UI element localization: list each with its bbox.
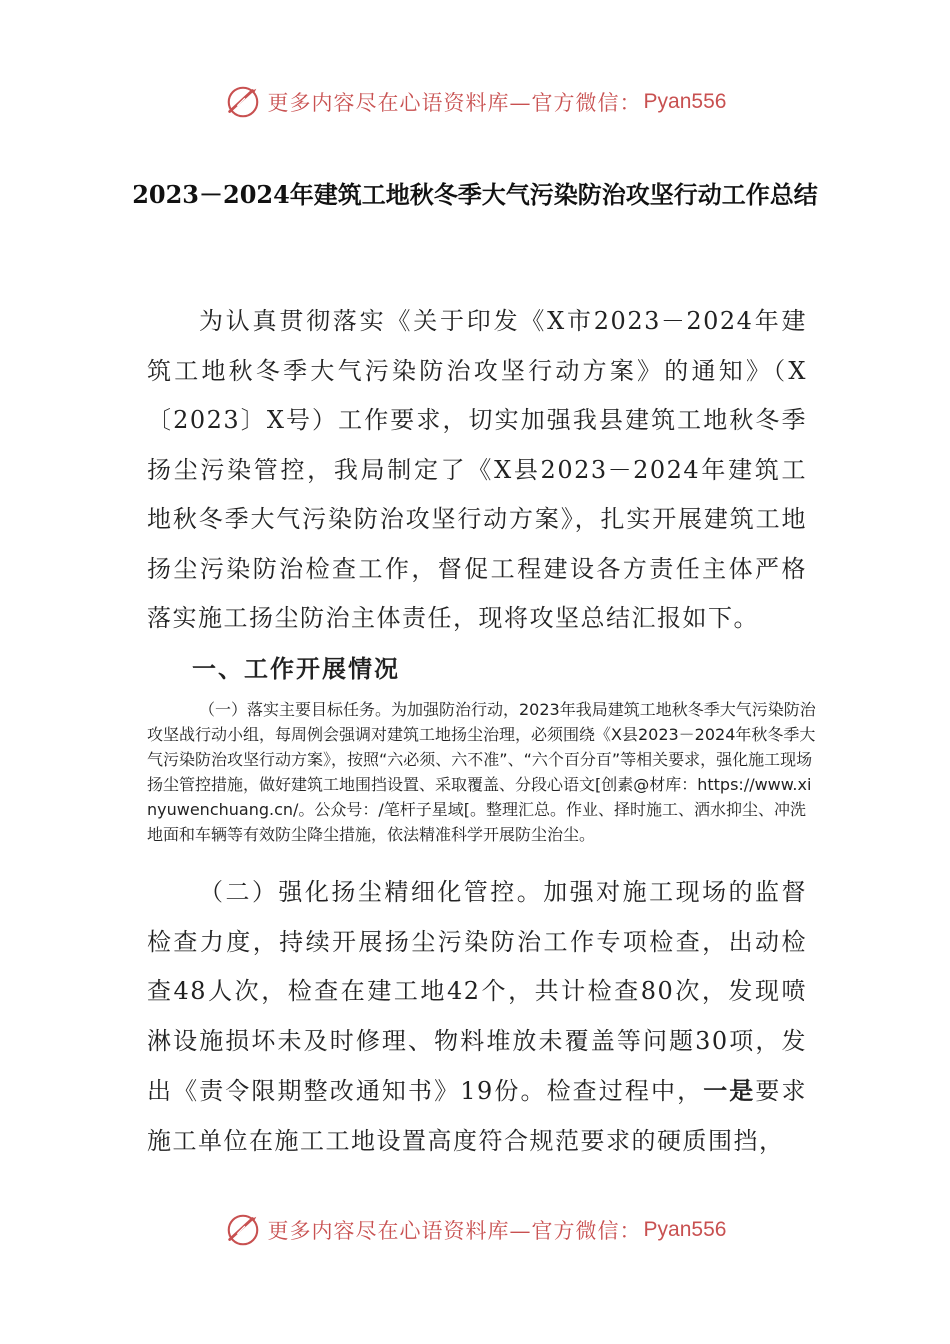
bottom-watermark-banner — [0, 1210, 950, 1250]
intro-paragraph: 为认真贯彻落实《关于印发《X市2023－2024年建筑工地秋冬季大气污染防治攻坚行动方案》的通知》（X〔2023〕X号）工作要求，切实加强我县建筑工地秋冬季扬尘污染管控，我局制定了《X县2023－2024年建筑工地秋冬季大气污染防治攻坚行动方案》，扎实开展建筑工地扬尘污染防治检查工作，督促工程建设各方责任主体严格落实施工扬尘防治主体责任，现将攻坚总结汇报如下。 — [147, 307, 807, 632]
control-paragraph — [147, 868, 807, 1166]
banner-text: 更多内容尽在心语资料库—官方微信： — [267, 1219, 642, 1243]
control-paragraph-text: （二）强化扬尘精细化管控。加强对施工现场的监督检查力度，持续开展扬尘污染防治工作专项检查，出动检查48人次，检查在建工地42个，共计检查80次，发现喷淋设施损坏未及时修理、物料堆放未覆盖等问题30项，发出《责令限期整改通知书》19份。检查过程中， — [147, 878, 807, 1105]
task-paragraph: （一）落实主要目标任务。为加强防治行动，2023年我局建筑工地秋冬季大气污染防治攻坚战行动小组，每周例会强调对建筑工地扬尘治理，必须围绕《X县2023－2024年秋冬季大气污染防治攻坚行动方案》，按照“六必须、六不准”、“六个百分百”等相关要求，强化施工现场扬尘管控措施，做好建筑工地围挡设置、采取覆盖、分段心语文[创素@材库：https://www.xinyuwenchuang.cn/。公众号：/笔杆子星域[。整理汇总。作业、择时施工、洒水抑尘、冲洗地面和车辆等有效防尘降尘措施，依法精准科学开展防尘治尘。 — [147, 700, 816, 844]
document-title: 2023－2024年建筑工地秋冬季大气污染防治攻坚行动工作总结 — [132, 180, 818, 209]
banner-wechat-id: Pyan556 — [643, 90, 727, 113]
banner-text: 更多内容尽在心语资料库—官方微信： — [267, 91, 642, 115]
pen-circle-logo-icon — [224, 1211, 262, 1249]
pen-circle-logo-icon — [224, 83, 262, 121]
control-paragraph-bold: 一是 — [703, 1076, 756, 1105]
control-paragraph-tail: 要求施工单位在施工工地设置高度符合规范要求的硬质围挡， — [147, 1077, 808, 1155]
top-watermark-banner — [0, 82, 950, 122]
banner-wechat-id: Pyan556 — [643, 1218, 727, 1241]
section-heading: 一、工作开展情况 — [192, 654, 400, 683]
